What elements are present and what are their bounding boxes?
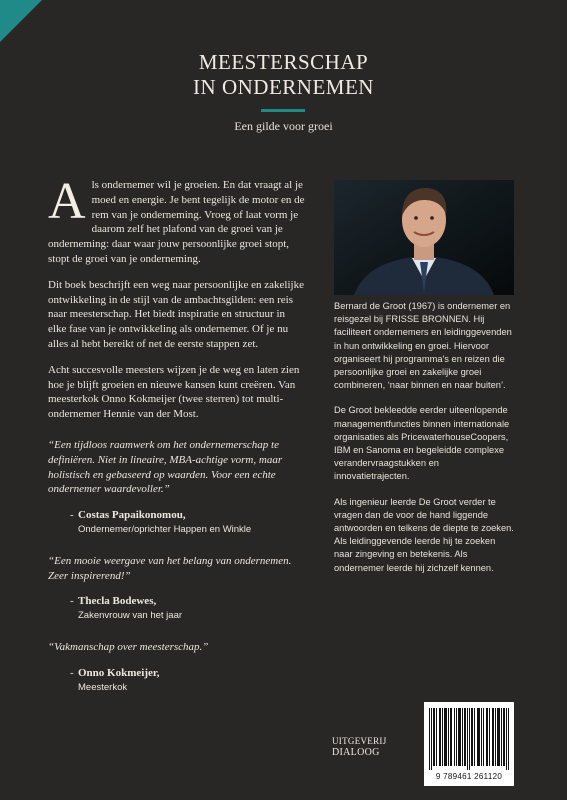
author-bio-paragraph-1: Bernard de Groot (1967) is ondernemer en reisgezel bij FRISSE BRONNEN. Hij faciliteert ondernemers en leidinggevenden in hun ontwikkeling en groei. Hiervoor organiseert hij programma's en reizen die persoonlijke groei en zakelijke groei combineren, ‘naar binnen en naar buiten’. <box>334 301 512 391</box>
endorser-name: Costas Papaikonomou, <box>78 509 186 522</box>
isbn-barcode <box>424 702 514 786</box>
attribution-dash: - <box>70 509 74 522</box>
endorsement-quote: “Vakmanschap over meesterschap.” <box>48 640 209 653</box>
book-subtitle: Een gilde voor groei <box>234 119 333 133</box>
endorsement-3 <box>48 640 306 695</box>
author-bio-column <box>334 300 514 587</box>
blurb-paragraph-1 <box>48 173 306 267</box>
author-bio-paragraph-2: De Groot bekleedde eerder uiteenlopende managementfuncties binnen internationale organisaties als PricewaterhouseCoopers, IBM en Sanoma en begeleidde complexe verandervraagstukken en innovatietrajecten. <box>334 405 510 482</box>
endorser-role: Zakenvrouw van het jaar <box>78 610 183 622</box>
endorsement-2 <box>48 554 306 624</box>
endorser-role: Meesterkok <box>78 681 128 693</box>
author-portrait-image <box>334 180 514 295</box>
publisher-logo-line2: DIALOOG <box>332 747 380 758</box>
book-title-line1: MEESTERSCHAP <box>198 50 369 74</box>
publisher-logo <box>332 735 402 759</box>
endorsement-attribution <box>70 594 306 624</box>
endorser-name: Onno Kokmeijer, <box>78 666 160 679</box>
barcode-bars <box>429 708 509 770</box>
blurb-paragraph-3: Acht succesvolle meesters wijzen je de weg en laten zien hoe je blijft groeien en nieuwe kansen kunt creëren. Van meesterkok Onno Kokmeijer (twee sterren) tot multi-ondernemer Hennie van der Most. <box>48 363 300 421</box>
endorser-name: Thecla Bodewes, <box>78 595 157 608</box>
blurb-column <box>48 173 306 711</box>
author-photo <box>334 180 514 295</box>
attribution-dash: - <box>70 666 74 679</box>
endorsement-attribution <box>70 508 306 538</box>
drop-cap: A <box>48 173 86 230</box>
blurb-paragraph-1-text: ls ondernemer wil je groeien. En dat vraagt al je moed en energie. Je bent tegelijk de motor en de rem van je onderneming. Vroeg of laat vorm je daarom zelf het plafond van de groei van je onderneming: daar waar jouw persoonlijke groei stopt, stopt de groei van je onderneming. <box>48 179 305 265</box>
endorsement-1 <box>48 438 306 538</box>
isbn-number: 9 789461 261120 <box>435 772 503 781</box>
teal-corner-accent <box>0 0 42 42</box>
blurb-paragraph-2: Dit boek beschrijft een weg naar persoonlijke en zakelijke ontwikkeling in de stijl van de ambachtsgilden: een reis naar meesterschap. Het biedt inspiratie en structuur in elke fase van je ontwikkeling als ondernemer. Of je nu alles al hebt bereikt of net de eerste stappen zet. <box>48 278 304 350</box>
endorsement-quote: “Een tijdloos raamwerk om het ondernemerschap te definiëren. Niet in lineaire, MBA-achtige vorm, maar holistisch en gebaseerd op waarden. Voor een echte ondernemer waardevoller.” <box>48 438 283 496</box>
endorser-role: Ondernemer/oprichter Happen en Winkle <box>78 523 252 535</box>
publisher-logo-line1: UITGEVERIJ <box>332 736 387 746</box>
author-bio-paragraph-3: Als ingenieur leerde De Groot verder te vragen dan de voor de hand liggende antwoorden en telkens de diepte te zoeken. Als leidinggevende leerde hij te zoeken naar zingeving en betekenis. Als ondernemer leerde hij zichzelf kennen. <box>334 496 514 573</box>
attribution-dash: - <box>70 595 74 608</box>
book-title-line2: IN ONDERNEMEN <box>193 75 374 99</box>
endorsement-attribution <box>70 666 306 696</box>
endorsement-quote: “Een mooie weergave van het belang van ondernemen. Zeer inspirerend!” <box>48 554 292 582</box>
title-divider <box>261 109 305 112</box>
